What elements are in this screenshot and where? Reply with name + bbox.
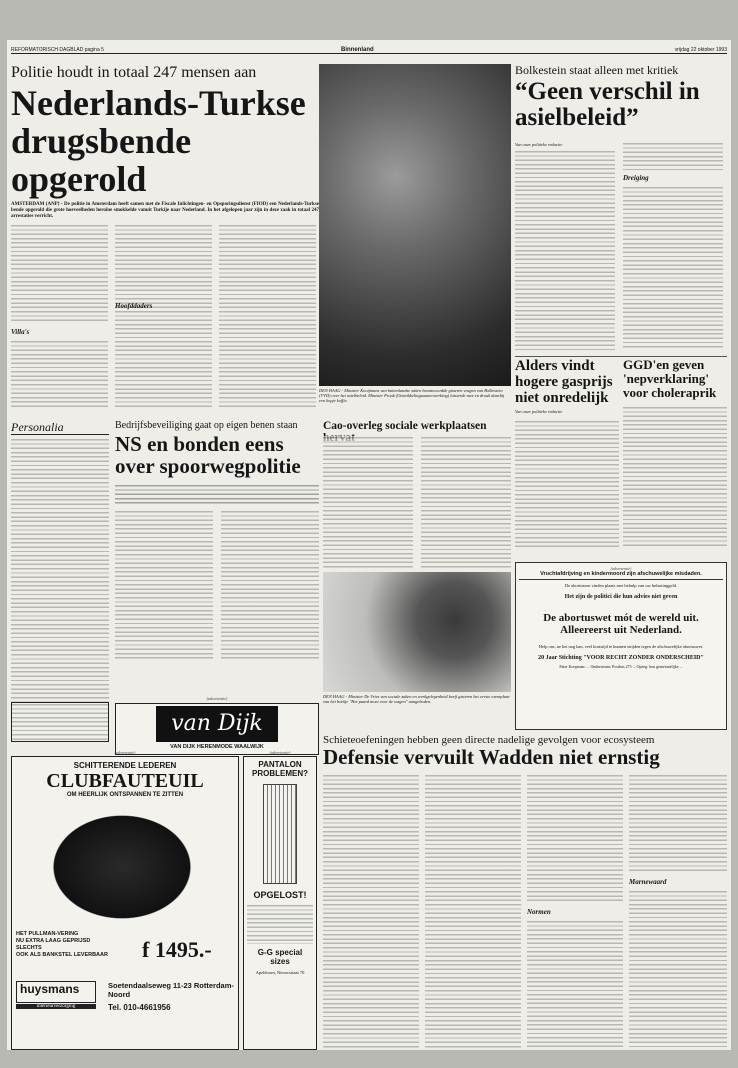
- huysmans-address: Soetendaalseweg 11-23 Rotterdam-Noord: [108, 981, 234, 999]
- trousers-icon: [263, 784, 297, 884]
- wadden-col-2: [425, 774, 521, 1050]
- huysmans-phone[interactable]: Tel. 010-4661956: [108, 1003, 171, 1012]
- wadden-col-3b: [527, 920, 623, 1050]
- pantalon-title: PANTALON PROBLEMEN?: [252, 760, 308, 778]
- clubfauteuil-price: f 1495.-: [142, 937, 212, 962]
- bolkestein-col-2a: [623, 142, 723, 172]
- header-left: REFORMATORISCH DAGBLAD pagina 5: [11, 47, 104, 53]
- ad-label: (advertentie): [269, 750, 291, 755]
- vrucht-slogan-2: Alleereerst uit Nederland.: [560, 624, 682, 636]
- cao-col-2: [421, 436, 511, 570]
- divider: [515, 356, 727, 357]
- bolkestein-kicker: Bolkestein staat alleen met kritiek: [515, 64, 679, 77]
- newspaper-page: [7, 40, 731, 1050]
- ns-col-2: [221, 510, 319, 660]
- clubfauteuil-sub: OM HEERLIJK ONTSPANNEN TE ZITTEN: [66, 792, 184, 798]
- vandijk-tagline: VAN DIJK HERENMODE WAALWIJK: [170, 744, 264, 750]
- feature-item: OOK ALS BANKSTEL LEVERBAAR: [16, 952, 108, 958]
- gg-title: G-G special sizes: [257, 948, 303, 966]
- vrucht-slogan-1: De abortuswet mót de wereld uit.: [543, 612, 699, 624]
- chair-image: [42, 807, 202, 927]
- huysmans-logo: huysmans: [16, 981, 96, 1003]
- personalia-section: [11, 420, 109, 720]
- alders-byline: Van onze politieke redactie: [515, 409, 563, 414]
- photo-kooijmans: [319, 64, 511, 386]
- lead-col-1: [11, 224, 108, 324]
- vrucht-line1: De abortussen vinden plaats met behulp van uw belastinggeld.: [564, 583, 678, 588]
- photo-de-vries: [323, 572, 511, 692]
- ad-label: (advertentie): [610, 566, 632, 571]
- lead-col-3: [219, 224, 316, 410]
- cao-col-1: [323, 436, 413, 570]
- lead-col-1b: [11, 340, 108, 410]
- header-section: Binnenland: [341, 47, 374, 53]
- bolkestein-headline: “Geen verschil in asielbeleid”: [515, 78, 700, 131]
- wadden-kicker: Schieteoefeningen hebben geen directe nadelige gevolgen voor ecosysteem: [323, 734, 655, 746]
- gg-address: Apeldoorn, Nieuwstraat 70: [255, 970, 305, 975]
- lead-headline-2: drugsbende opgerold: [11, 121, 192, 199]
- pantalon-ad[interactable]: [243, 750, 317, 1050]
- clubfauteuil-ad[interactable]: [11, 750, 239, 1050]
- photo-kooijmans-caption: DEN HAAG - Minister Kooijmans van buitenlandse zaken beantwoordde gisteren vragen van Bolkestein (VVD) over het asielbeleid. Minister Pronk (Ontwikkelingssamenwerking) luisterde mee en drонk daarbij een kopje koffie.: [319, 388, 505, 403]
- vrucht-footer-3: Pater Koopman: ... Ondersteunt: Postbus 275 ... Opzeg: bon gemeentelijke ...: [559, 664, 683, 669]
- bolkestein-article: [515, 64, 727, 354]
- wadden-col-3a: [527, 774, 623, 904]
- ns-col-1: [115, 510, 213, 660]
- clubfauteuil-top: SCHITTERENDE LEDEREN: [73, 761, 177, 770]
- bolkestein-col-2b: [623, 186, 723, 350]
- wadden-col-4b: [629, 890, 727, 1050]
- feature-item: HET PULLMAN-VERING: [16, 931, 79, 937]
- lead-subhead-hoofddaders: Hoofddaders: [115, 302, 153, 310]
- vandijk-logo: van Dijk: [156, 706, 278, 742]
- ad-label: (advertentie): [114, 750, 136, 755]
- lead-headline-1: Nederlands-Turkse: [11, 83, 306, 123]
- lead-intro: AMSTERDAM (ANP) - De politie in Amsterdam heeft samen met de Fiscale Inlichtingen- en Opsporingsdienst (FIOD) een Nederlands-Turkse bende opgerold die grote hoeveelheden heroïne smokkelde vanuit Turkije naar Nederland. In het afgelopen jaar zijn in deze zaak in totaal 247 arrestaties verricht.: [11, 202, 319, 219]
- wadden-headline: Defensie vervuilt Wadden niet ernstig: [323, 745, 660, 769]
- photo-de-vries-caption: DEN HAAG - Minister De Vries van sociale zaken en werkgelegenheid heeft gisteren het eerste exemplaar van het boekje "Het paard moet voor de wagen" aangeboden.: [323, 694, 510, 704]
- alders-headline: Alders vindt hogere gasprijs niet onredelijk: [515, 358, 613, 406]
- personalia-body: [11, 438, 109, 718]
- personalia-label: Personalia: [11, 420, 109, 435]
- vruchtafdrijving-ad: [515, 562, 727, 730]
- huysmans-sub: interieurverzorging: [16, 1004, 96, 1009]
- ggd-headline: GGD'en geven 'nepverklaring' voor choleraprik: [623, 358, 717, 400]
- bolkestein-subhead: Dreiging: [623, 174, 649, 182]
- pantalon-cta: OPGELOST!: [253, 890, 307, 900]
- ggd-body: [623, 406, 727, 548]
- lead-subhead-villas: Villa's: [11, 328, 30, 336]
- wadden-article: [323, 734, 727, 1050]
- bolkestein-col-1: [515, 150, 615, 350]
- wadden-subhead-normen: Normen: [527, 908, 551, 916]
- lead-col-2: [115, 224, 212, 410]
- wadden-col-4a: [629, 774, 727, 874]
- lead-article: [11, 64, 319, 414]
- lead-kicker: Politie houdt in totaal 247 mensen aan: [11, 64, 257, 81]
- wadden-col-1: [323, 774, 419, 1050]
- feature-item: NU EXTRA LAAG GEPRIJSD: [16, 938, 91, 944]
- small-ad: [11, 702, 109, 742]
- ggd-article: [623, 358, 727, 548]
- vrucht-footer-1: Help ons, ne het nog kan, veel kruistijd te kunnen strijden tegen de afschuwelijke abortuswet.: [538, 644, 704, 649]
- alders-body: [515, 420, 619, 548]
- ns-article: [115, 420, 319, 690]
- ns-headline: NS en bonden eens over spoorwegpolitie: [115, 432, 301, 478]
- clubfauteuil-list: [16, 931, 136, 959]
- cao-article: [323, 420, 511, 570]
- vrucht-title: Vruchtafdrijving en kindermoord zijn afschuwelijke misdaden.: [519, 571, 723, 580]
- vrucht-line2: Het zijn de politici die hun advies niet geven: [564, 594, 678, 600]
- header-date: vrijdag 22 oktober 1993: [674, 47, 727, 53]
- cao-headline: Cao-overleg sociale werkplaatsen: [323, 420, 487, 432]
- vandijk-ad[interactable]: [115, 696, 319, 756]
- ns-intro: [115, 484, 319, 506]
- feature-item: SLECHTS: [16, 945, 42, 951]
- bolkestein-byline: Van onze politieke redactie: [515, 142, 563, 147]
- ad-label: (advertentie): [206, 696, 228, 701]
- wadden-subhead-marnewaard: Marnewaard: [629, 878, 667, 886]
- page-header: [11, 46, 727, 54]
- clubfauteuil-title: CLUBFAUTEUIL: [46, 770, 204, 792]
- ns-kicker: Bedrijfsbeveiliging gaat op eigen benen staan: [115, 420, 298, 431]
- vrucht-footer-2: 20 Jaar Stichting "VOOR RECHT ZONDER ONDERSCHEID": [538, 655, 704, 661]
- alders-article: [515, 358, 619, 548]
